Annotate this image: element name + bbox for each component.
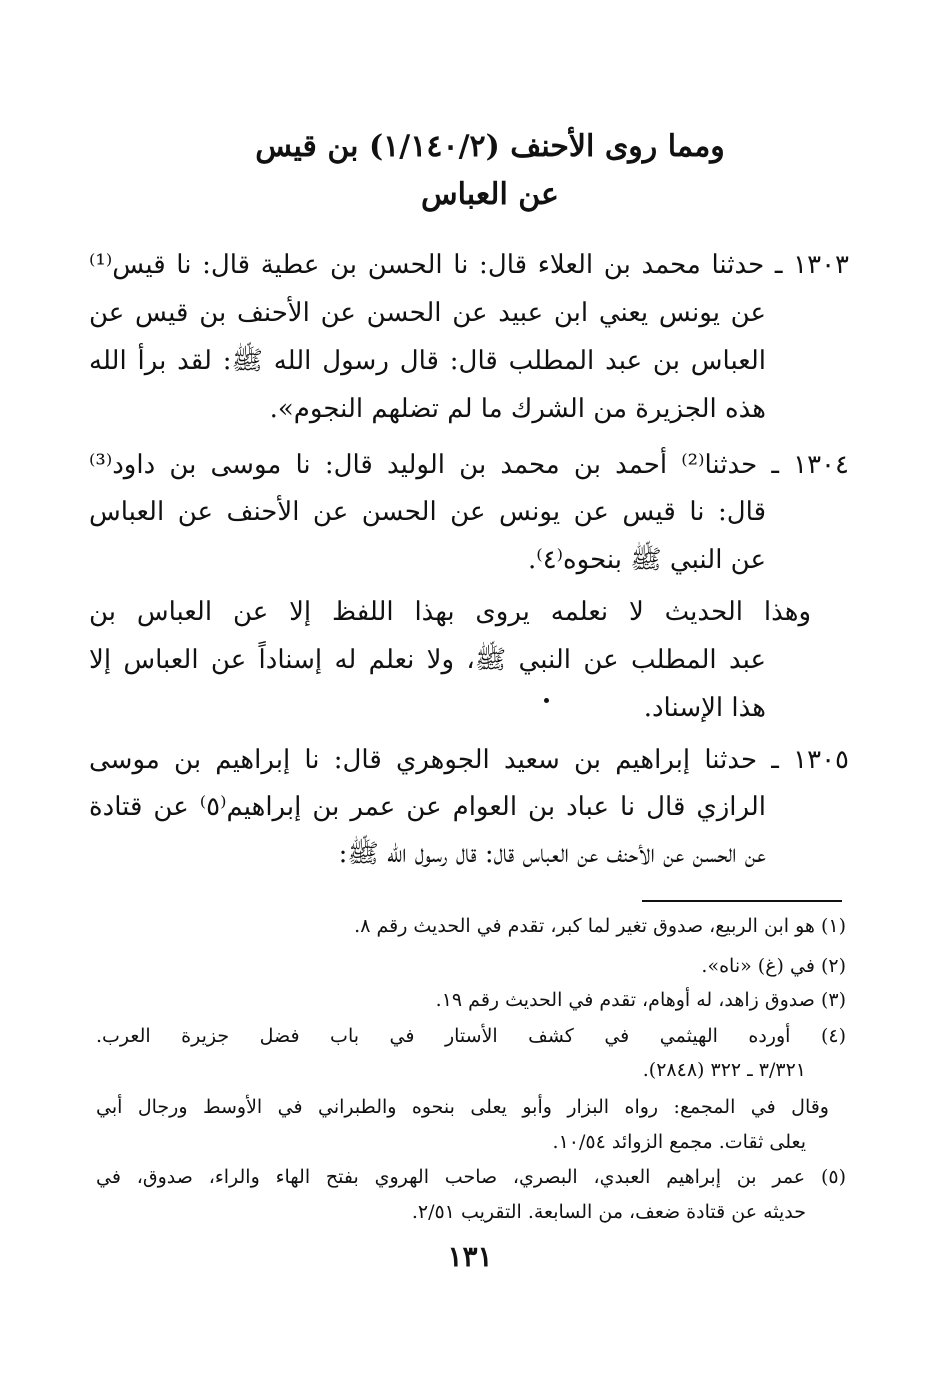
footnote-4-line-4: يعلى ثقات. مجمع الزوائد ١٠/٥٤. [552, 1131, 806, 1153]
hadith-1304-line-1: ١٣٠٤ ـ حدثنا⁽²⁾ أحمد بن محمد بن الوليد قال: نا موسى بن داود⁽³⁾ [89, 450, 849, 480]
hadith-1303-line-2: عن يونس يعني ابن عبيد عن الحسن عن الأحنف بن قيس عن [89, 298, 766, 328]
footnote-4-line-2: ٣/٣٢١ ـ ٣٢٢ (٢٨٤٨). [642, 1059, 806, 1081]
footnote-separator [642, 900, 842, 902]
hadith-1303-line-1: ١٣٠٣ ـ حدثنا محمد بن العلاء قال: نا الحسن بن عطية قال: نا قيس⁽¹⁾ [89, 250, 849, 280]
commentary-line-1: وهذا الحديث لا نعلمه يروى بهذا اللفظ إلا عن العباس بن [89, 597, 811, 627]
hadith-1305-line-2: الرازي قال نا عباد بن العوام عن عمر بن إبراهيم⁽٥⁾ عن قتادة [89, 792, 766, 822]
commentary-line-3: هذا الإسناد. [643, 693, 766, 723]
footnote-5-line-2: حديثه عن قتادة ضعف، من السابعة. التقريب ٢/٥١. [411, 1201, 806, 1223]
hadith-1303-line-3: العباس بن عبد المطلب قال: قال رسول الله ﷺ: لقد برأ الله [89, 346, 766, 376]
footnote-3: (٣) صدوق زاهد، له أوهام، تقدم في الحديث رقم ١٩. [435, 989, 846, 1011]
footnote-1: (١) هو ابن الربيع، صدوق تغير لما كبر، تقدم في الحديث رقم ٨. [354, 915, 846, 937]
chapter-subtitle: عن العباس [421, 177, 559, 212]
commentary-line-2: عبد المطلب عن النبي ﷺ، ولا نعلم له إسناداً عن العباس إلا [89, 645, 766, 675]
footnote-4-line-3: وقال في المجمع: رواه البزار وأبو يعلى بنحوه والطبراني في الأوسط ورجال أبي [96, 1096, 829, 1118]
hadith-1304-line-2: قال: نا قيس عن يونس عن الحسن عن الأحنف عن العباس [89, 497, 766, 527]
footnote-5-line-1: (٥) عمر بن إبراهيم العبدي، البصري، صاحب الهروي بفتح الهاء والراء، صدوق، في [96, 1166, 846, 1188]
footnote-2: (٢) في (غ) «ناه». [701, 955, 846, 977]
page-number: ١٣١ [447, 1240, 493, 1273]
footnote-4-line-1: (٤) أورده الهيثمي في كشف الأستار في باب فضل جزيرة العرب. [96, 1025, 846, 1047]
hadith-1305-line-1: ١٣٠٥ ـ حدثنا إبراهيم بن سعيد الجوهري قال: نا إبراهيم بن موسى [89, 745, 849, 775]
chapter-title: ومما روى الأحنف (١/١٤٠/٢) بن قيس [255, 129, 725, 164]
stray-mark [544, 698, 549, 703]
hadith-1303-line-4: هذه الجزيرة من الشرك ما لم تضلهم النجوم». [269, 394, 766, 424]
hadith-1304-line-3: عن النبي ﷺ بنحوه⁽٤⁾. [528, 545, 766, 575]
hadith-1305-line-3: عن الحسن عن الأحنف عن العباس قال: قال رسول الله ﷺ: [338, 839, 766, 869]
